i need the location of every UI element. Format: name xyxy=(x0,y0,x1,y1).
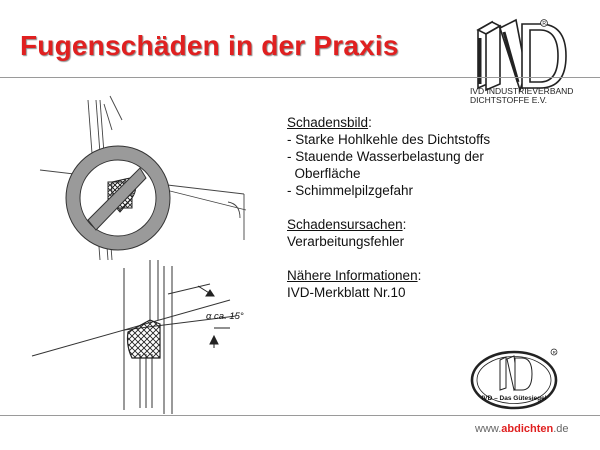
footer-divider xyxy=(0,415,600,416)
section-heading: Nähere Informationen xyxy=(287,268,418,283)
prohibition-sign xyxy=(66,146,170,250)
logo-line-2: DICHTSTOFFE E.V. xyxy=(470,95,547,105)
quality-seal xyxy=(470,348,560,410)
seal-label: IVD – Das Gütesiegel xyxy=(481,395,547,402)
damage-info xyxy=(287,114,490,318)
header-divider xyxy=(0,77,600,78)
logo-text xyxy=(470,87,573,105)
section-damage-causes: Schadensursachen: Verarbeitungsfehler xyxy=(287,216,490,250)
section-line: - Stauende Wasserbelastung der xyxy=(287,149,484,164)
sealant-profile xyxy=(128,320,161,358)
section-line: IVD-Merkblatt Nr.10 xyxy=(287,285,406,300)
section-heading: Schadensursachen xyxy=(287,217,403,232)
slide-title: Fugenschäden in der Praxis xyxy=(20,30,399,61)
joint-damage-drawing xyxy=(0,90,290,420)
section-line: Oberfläche xyxy=(287,166,361,181)
svg-text:R: R xyxy=(552,349,556,355)
section-more-info: Nähere Informationen: IVD-Merkblatt Nr.10 xyxy=(287,267,490,301)
section-line: Verarbeitungsfehler xyxy=(287,234,405,249)
logo-line-1: IVD INDUSTRIEVERBAND xyxy=(470,86,574,96)
section-damage-pattern: Schadensbild: - Starke Hohlkehle des Dichtstoffs - Stauende Wasserbelastung der Oberfläche - Schimmelpilzgefahr xyxy=(287,115,491,198)
section-line: - Starke Hohlkehle des Dichtstoffs xyxy=(287,132,491,147)
angle-label: α ca. 15° xyxy=(206,311,244,322)
footer-url[interactable]: www.abdichten.de xyxy=(475,423,569,435)
section-heading: Schadensbild xyxy=(287,115,369,130)
section-line: - Schimmelpilzgefahr xyxy=(287,183,414,198)
svg-text:R: R xyxy=(542,21,547,27)
